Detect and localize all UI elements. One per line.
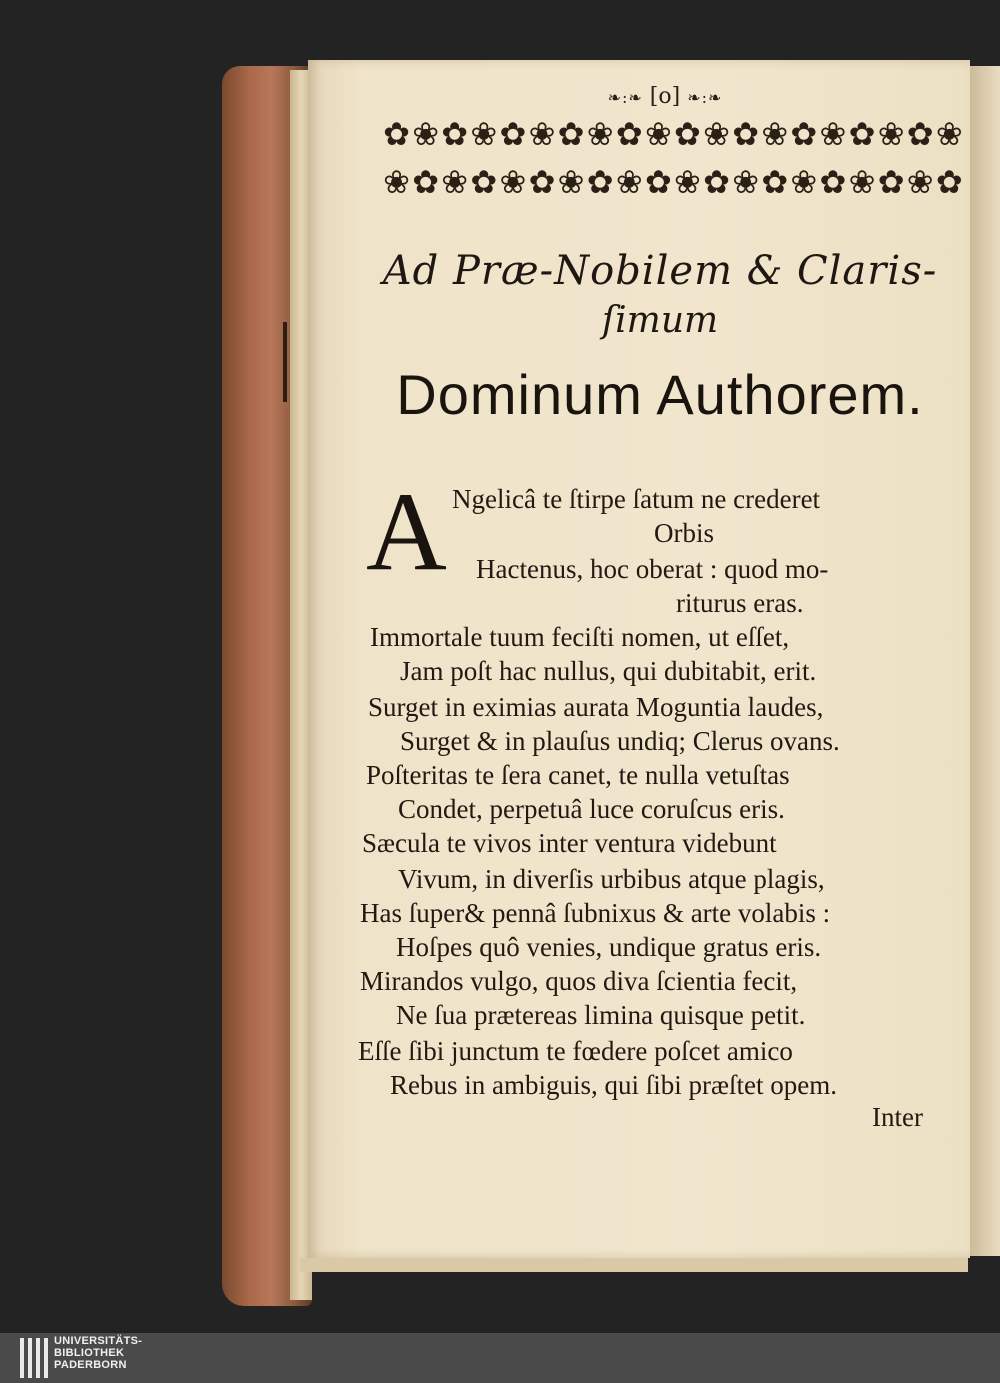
library-line-3: PADERBORN [54, 1359, 127, 1371]
ornament-glyph: ❀ [615, 163, 643, 201]
ornament-glyph: ✿ [586, 163, 614, 201]
ornament-glyph: ✿ [499, 115, 527, 153]
spine-groove [283, 322, 287, 402]
ornament-left: ❧:❧ [607, 88, 643, 107]
ornament-glyph: ❀ [441, 163, 469, 201]
ornament-glyph: ✿ [674, 115, 701, 153]
poem-line: Condet, perpetuâ luce coruſcus eris. [398, 794, 785, 824]
ornament-glyph: ✿ [877, 163, 905, 201]
poem-line: Surget & in plauſus undiq; Clerus ovans. [400, 726, 840, 756]
poem-line: Orbis [654, 518, 714, 548]
poem-line: Poſteritas te ſera canet, te nulla vetuſtas [366, 760, 790, 790]
page-number [565, 84, 765, 109]
ornament-glyph: ✿ [906, 115, 934, 153]
ornament-glyph: ✿ [848, 115, 876, 153]
library-line-1: UNIVERSITÄTS- [54, 1335, 143, 1347]
ornament-glyph: ✿ [383, 115, 410, 153]
ornament-glyph: ✿ [644, 163, 672, 201]
poem-line: Mirandos vulgo, quos diva ſcientia fecit, [360, 966, 798, 996]
poem-line: Immortale tuum feciſti nomen, ut eſſet, [370, 622, 790, 652]
ornament-glyph: ❀ [790, 163, 818, 201]
library-line-2: BIBLIOTHEK [54, 1347, 125, 1359]
ornament-glyph: ❀ [848, 163, 876, 201]
ornament-glyph: ✿ [470, 163, 498, 201]
library-logo-icon [20, 1338, 48, 1378]
drop-capital: A [366, 470, 447, 594]
poem-line: Has ſuper& pennâ ſubnixus & arte volabis : [360, 898, 831, 928]
poem-line: Eſſe ſibi junctum te fœdere poſcet amico [358, 1036, 793, 1066]
ornament-glyph: ✿ [819, 163, 847, 201]
ornament-band-top [382, 114, 964, 154]
ornament-glyph: ✿ [528, 163, 556, 201]
poem-line: Sæcula te vivos inter ventura videbunt [362, 828, 777, 858]
poem-line: riturus eras. [676, 588, 804, 618]
poem-line: Rebus in ambiguis, qui ſibi præſtet opem. [390, 1070, 837, 1100]
title-line-1: Ad Præ-Nobilem & Claris- [382, 248, 938, 294]
poem-line: Ne ſua prætereas limina quisque petit. [396, 1000, 806, 1030]
ornament-glyph: ✿ [557, 115, 585, 153]
ornament-glyph: ❀ [644, 115, 672, 153]
ornament-glyph: ✿ [441, 115, 469, 153]
page-bottom-edge [300, 1258, 968, 1272]
ornament-glyph: ✿ [935, 163, 963, 201]
poem-line: Jam poſt hac nullus, qui dubitabit, erit. [400, 656, 817, 686]
ornament-glyph: ❀ [412, 115, 439, 153]
ornament-glyph: ❀ [877, 115, 905, 153]
ornament-glyph: ✿ [615, 115, 643, 153]
ornament-glyph: ❀ [557, 163, 585, 201]
ornament-glyph: ❀ [674, 163, 701, 201]
ornament-glyph: ❀ [906, 163, 934, 201]
footer-bar [0, 1333, 1000, 1383]
ornament-glyph: ✿ [412, 163, 439, 201]
ornament-glyph: ❀ [470, 115, 498, 153]
ornament-right: ❧:❧ [687, 88, 723, 107]
ornament-band-bottom [382, 162, 964, 202]
title-line-3: Dominum Authorem. [396, 363, 924, 426]
ornament-glyph: ❀ [935, 115, 963, 153]
poem-line: Ngelicâ te ſtirpe ſatum ne crederet [452, 484, 821, 514]
ornament-glyph: ❀ [703, 115, 730, 153]
library-name [54, 1335, 142, 1371]
ornament-glyph: ❀ [761, 115, 789, 153]
ornament-glyph: ❀ [383, 163, 410, 201]
page-number-text: [o] [649, 84, 681, 109]
poem-line: Vivum, in diverſis urbibus atque plagis, [398, 864, 825, 894]
poem-line: Hactenus, hoc oberat : quod mo- [476, 554, 829, 584]
ornament-glyph: ✿ [703, 163, 730, 201]
ornament-glyph: ❀ [732, 163, 760, 201]
poem-line: Hoſpes quô venies, undique gratus eris. [396, 932, 822, 962]
ornament-glyph: ✿ [761, 163, 789, 201]
ornament-glyph: ❀ [499, 163, 527, 201]
ornament-glyph: ❀ [819, 115, 847, 153]
catchword: Inter [872, 1102, 923, 1132]
title-line-2: ſimum [601, 300, 719, 341]
ornament-glyph: ✿ [790, 115, 818, 153]
ornament-glyph: ✿ [732, 115, 760, 153]
poem-line: Surget in eximias aurata Moguntia laudes, [368, 692, 824, 722]
facing-page-edge [966, 66, 1000, 1256]
ornament-glyph: ❀ [586, 115, 614, 153]
ornament-glyph: ❀ [528, 115, 556, 153]
